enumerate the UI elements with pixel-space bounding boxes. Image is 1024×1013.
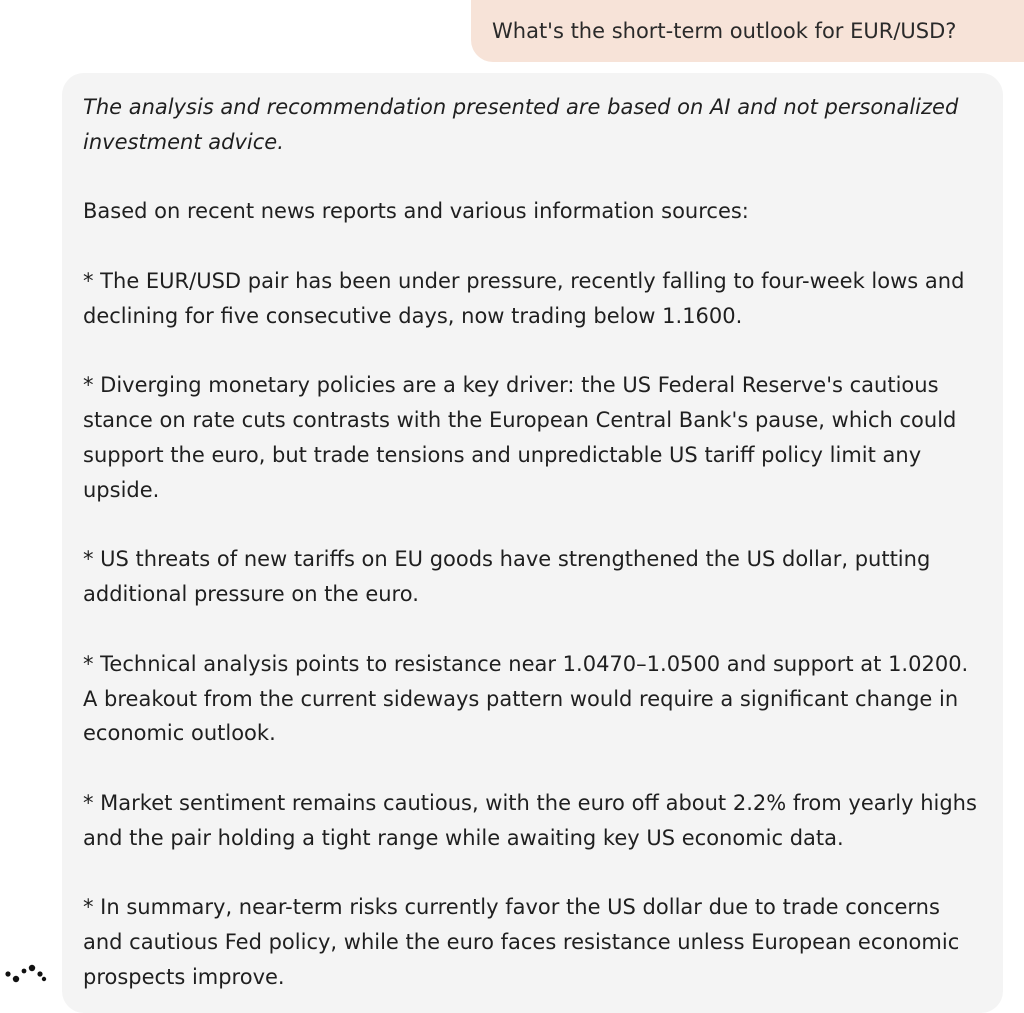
bullet-point: * Market sentiment remains cautious, with the euro off about 2.2% from yearly highs and the pair holding a tight range while awaiting key US economic data. (83, 790, 977, 850)
bullet-point: * The EUR/USD pair has been under pressure, recently falling to four-week lows and declining for five consecutive days, now trading below 1.1600. (83, 268, 965, 328)
bullet-point: * Technical analysis points to resistance near 1.0470–1.0500 and support at 1.0200. A breakout from the current sideways pattern would require a significant change in economic outlook. (83, 651, 969, 746)
loading-dots-icon (2, 960, 48, 990)
disclaimer-text: The analysis and recommendation presented are based on AI and not personalized investment advice. (83, 95, 959, 154)
bullet-point: * Diverging monetary policies are a key driver: the US Federal Reserve's cautious stance on rate cuts contrasts with the European Central Bank's pause, which could support the euro, but trade tensions and unpredictable US tariff policy limit any upside. (83, 373, 957, 502)
bullet-point: * US threats of new tariffs on EU goods have strengthened the US dollar, putting additional pressure on the euro. (83, 547, 931, 607)
user-message-bubble (471, 0, 1024, 62)
intro-text: Based on recent news reports and various information sources: (83, 199, 749, 224)
user-message-text: What's the short-term outlook for EUR/USD? (492, 19, 957, 43)
assistant-message-bubble (62, 73, 1003, 1013)
bullet-point: * In summary, near-term risks currently favor the US dollar due to trade concerns and cautious Fed policy, while the euro faces resistance unless European economic prospects improve. (83, 895, 960, 989)
